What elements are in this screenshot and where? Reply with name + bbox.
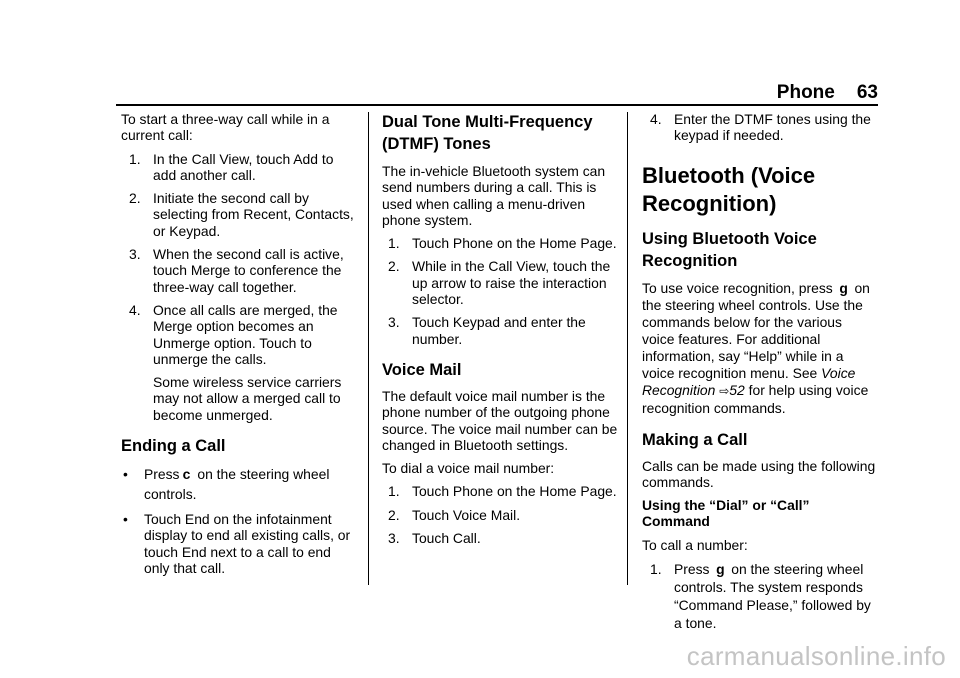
using-voice-text: To use voice recognition, press g on the steering wheel controls. Use the commands below for the various voice features. For additional information, say “Help” while in a voice recognition menu. See Voice Recognition ⇨52 for help using voice recognition commands. — [642, 279, 870, 416]
list-item: 2. Touch Voice Mail. — [388, 506, 521, 523]
list-item: • Touch End on the infotainment display to end all existing calls, or touch End next to a call to end only that call. — [123, 511, 351, 576]
dtmf-heading: Dual Tone Multi-Frequency (DTMF) Tones — [382, 113, 593, 153]
three-way-intro: To start a three-way call while in a current call: — [121, 111, 330, 144]
list-item: 4. Enter the DTMF tones using the keypad if needed. — [650, 111, 871, 144]
list-item: 1. Touch Phone on the Home Page. — [388, 483, 617, 500]
page-reference-arrow-icon: ⇨ — [719, 383, 730, 398]
column-1 — [121, 111, 357, 583]
list-item: • Press c on the steering wheel controls. — [123, 466, 330, 503]
page-number: 63 — [856, 82, 878, 103]
column-2 — [382, 111, 618, 553]
column-divider-2 — [627, 112, 628, 585]
list-item: 2. Initiate the second call by selecting from Recent, Contacts, or Keypad. — [129, 190, 354, 239]
push-to-talk-icon: g — [839, 279, 848, 296]
carrier-note: Some wireless service carriers may not allow a merged call to become unmerged. — [153, 374, 342, 423]
call-number-text: To call a number: — [642, 536, 748, 553]
list-item: 3. When the second call is active, touch Merge to conference the three-way call together. — [129, 246, 344, 295]
list-item: 3. Touch Keypad and enter the number. — [388, 314, 586, 347]
dial-call-command-heading: Using the “Dial” or “Call” Command — [642, 497, 810, 530]
making-a-call-heading: Making a Call — [642, 430, 748, 449]
page-reference-number[interactable]: 52 — [729, 381, 745, 398]
dtmf-intro: The in-vehicle Bluetooth system can send numbers during a call. This is used when calling a menu-driven phone system. — [382, 163, 606, 228]
making-a-call-text: Calls can be made using the following commands. — [642, 457, 876, 490]
watermark: carmanualsonline.info — [686, 641, 946, 671]
push-to-talk-icon: g — [716, 561, 725, 578]
voice-mail-dial: To dial a voice mail number: — [382, 460, 555, 477]
page-header — [0, 82, 878, 104]
header-rule — [116, 104, 878, 106]
list-item: 3. Touch Call. — [388, 530, 481, 547]
end-call-icon: c — [182, 466, 191, 483]
list-item: 1. In the Call View, touch Add to add another call. — [129, 150, 334, 183]
voice-recognition-link[interactable]: Voice Recognition — [642, 364, 856, 398]
list-item: 1. Press g on the steering wheel controls. The system responds “Command Please,” followed by a tone. — [650, 561, 871, 632]
column-3 — [642, 111, 878, 639]
voice-mail-intro: The default voice mail number is the phone number of the outgoing phone source. The voice mail number can be changed in Bluetooth settings. — [382, 387, 618, 453]
page-title: Phone — [776, 82, 835, 103]
bluetooth-voice-recognition-heading: Bluetooth (Voice Recognition) — [642, 162, 816, 216]
voice-mail-heading: Voice Mail — [382, 360, 462, 379]
list-item: 4. Once all calls are merged, the Merge option becomes an Unmerge option. Touch to unmerge the calls. — [129, 301, 338, 367]
ending-a-call-heading: Ending a Call — [121, 437, 226, 456]
using-bluetooth-voice-heading: Using Bluetooth Voice Recognition — [642, 229, 817, 270]
column-divider-1 — [368, 112, 369, 585]
list-item: 2. While in the Call View, touch the up arrow to raise the interaction selector. — [388, 258, 611, 308]
list-item: 1. Touch Phone on the Home Page. — [388, 235, 617, 252]
